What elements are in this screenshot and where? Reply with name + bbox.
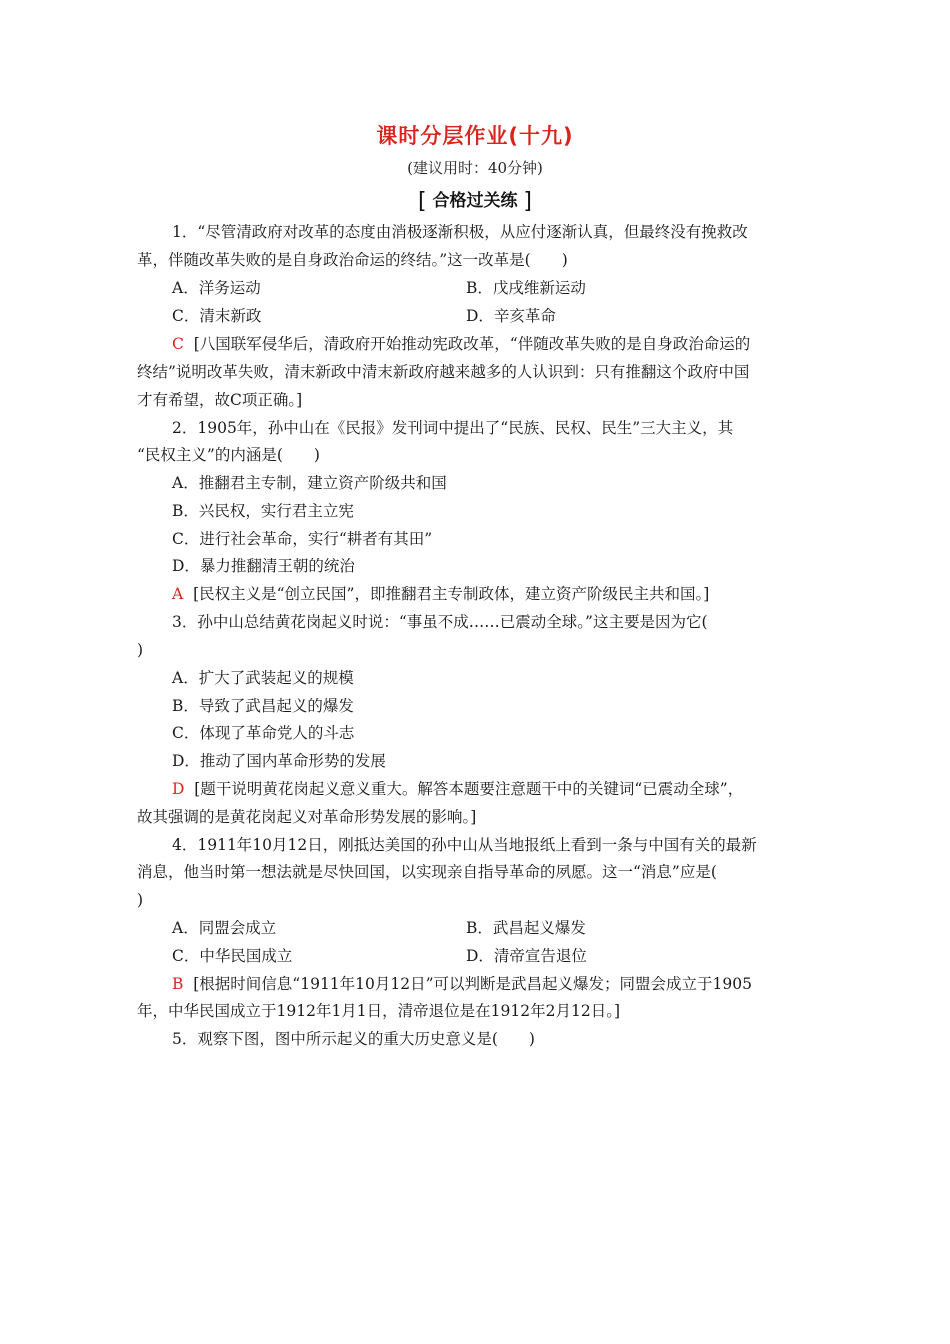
q1-stem-line-2: 革，伴随改革失败的是自身政治命运的终结。”这一改革是( ) [137,251,568,269]
q3-explanation-1: [题干说明黄花岗起义意义重大。解答本题要注意题干中的关键词“已震动全球”， [194,780,744,798]
q1-option-a: A．洋务运动 [172,279,261,297]
page-title: 课时分层作业(十九) [376,124,574,148]
section-heading [0,186,950,214]
q4-answer-line-1 [172,974,752,994]
q4-stem-line-2: 消息，他当时第一想法就是尽快回国，以实现亲自指导革命的夙愿。这一“消息”应是( [137,863,717,881]
q3-option-a: A．扩大了武装起义的规模 [172,669,354,687]
q2-option-b: B．兴民权，实行君主立宪 [172,502,354,520]
q2-stem-line-2: “民权主义”的内涵是( ) [137,446,320,464]
q2-answer-line-1 [172,584,709,604]
suggested-time: (建议用时：40分钟) [407,159,543,177]
q3-explanation-2: 故其强调的是黄花岗起义对革命形势发展的影响。] [137,808,477,826]
q1-explanation-2: 终结”说明改革失败，清末新政中清末新政府越来越多的人认识到：只有推翻这个政府中国 [137,363,750,381]
q1-explanation-1: [八国联军侵华后，清政府开始推动宪政改革，“伴随改革失败的是自身政治命运的 [193,335,751,353]
q3-answer-letter: D [172,780,185,798]
q2-option-d: D．暴力推翻清王朝的统治 [172,557,355,575]
q3-option-c: C．体现了革命党人的斗志 [172,724,355,742]
q1-option-b: B．戊戌维新运动 [466,279,586,297]
q1-option-c: C．清末新政 [172,307,262,325]
q4-explanation-2: 年，中华民国成立于1912年1月1日，清帝退位是在1912年2月12日。] [137,1002,620,1020]
q5-stem-line-1: 5．观察下图，图中所示起义的重大历史意义是( ) [172,1030,535,1048]
q3-option-d: D．推动了国内革命形势的发展 [172,752,386,770]
bracket-left: [ [417,189,427,214]
q3-stem-line-1: 3．孙中山总结黄花岗起义时说：“事虽不成……已震动全球。”这主要是因为它( [172,613,708,631]
q2-answer-letter: A [172,585,184,603]
q1-answer-letter: C [172,335,184,353]
q2-option-a: A．推翻君主专制，建立资产阶级共和国 [172,474,447,492]
q1-explanation-3: 才有希望，故C项正确。] [137,391,303,409]
q4-option-b: B．武昌起义爆发 [466,919,586,937]
q3-option-b: B．导致了武昌起义的爆发 [172,697,354,715]
q4-option-a: A．同盟会成立 [172,919,277,937]
q1-answer-line-1 [172,334,750,354]
q3-answer-line-1 [172,779,743,799]
q4-answer-letter: B [172,975,184,993]
q3-stem-line-2: ) [137,641,144,659]
q4-option-d: D．清帝宣告退位 [466,947,587,965]
q4-stem-line-3: ) [137,891,144,909]
q2-explanation-1: [民权主义是“创立民国”，即推翻君主专制政体，建立资产阶级民主共和国。] [193,585,710,603]
q1-stem-line-1: 1．“尽管清政府对改革的态度由消极逐渐积极，从应付逐渐认真，但最终没有挽救改 [172,223,748,241]
q4-explanation-1: [根据时间信息“1911年10月12日”可以判断是武昌起义爆发；同盟会成立于1905 [193,975,752,993]
q1-option-d: D．辛亥革命 [466,307,556,325]
q2-option-c: C．进行社会革命，实行“耕者有其田” [172,530,433,548]
q4-option-c: C．中华民国成立 [172,947,293,965]
q2-stem-line-1: 2．1905年，孙中山在《民报》发刊词中提出了“民族、民权、民生”三大主义，其 [172,419,734,437]
section-label: 合格过关练 [432,191,518,211]
bracket-right: ] [523,189,533,214]
q4-stem-line-1: 4．1911年10月12日，刚抵达美国的孙中山从当地报纸上看到一条与中国有关的最新 [172,836,757,854]
